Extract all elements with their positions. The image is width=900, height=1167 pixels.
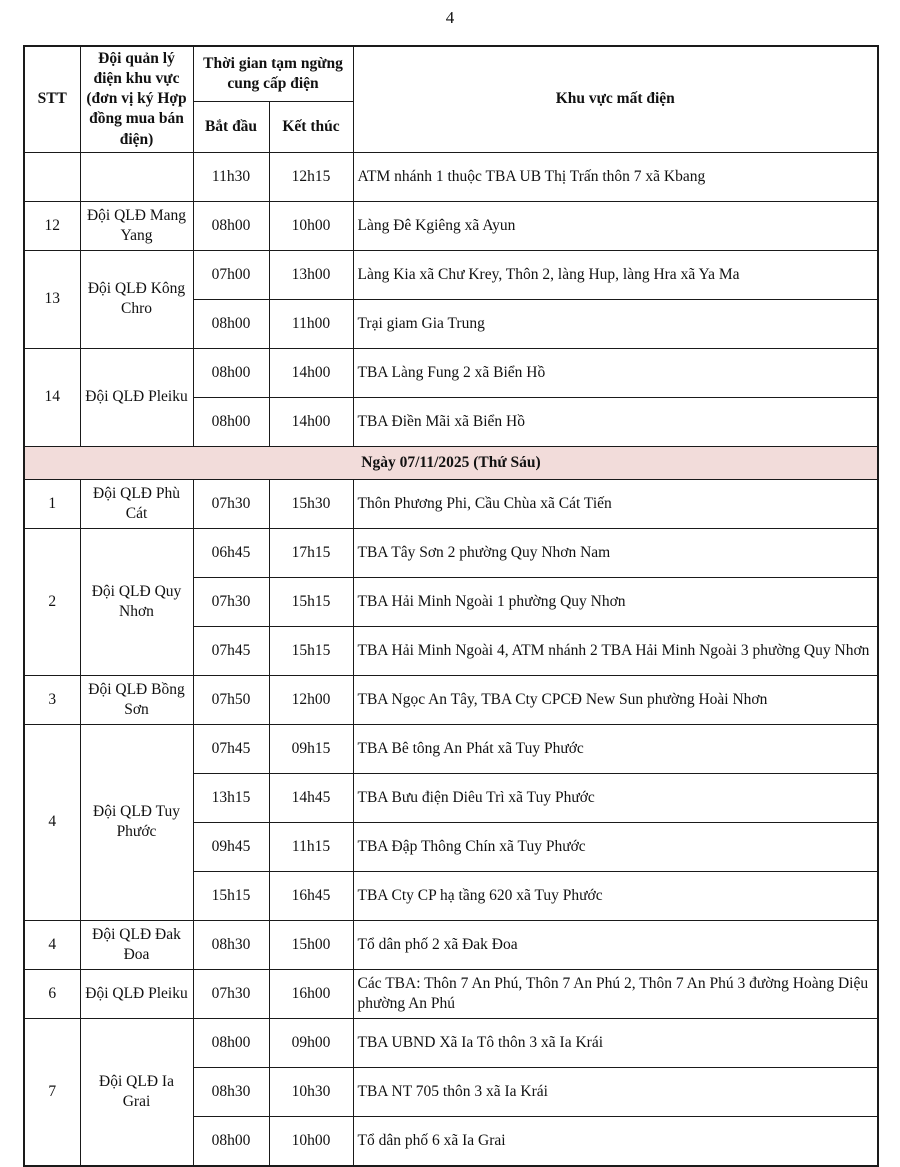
start-time-cell: 07h30 (193, 577, 269, 626)
start-time-cell: 08h30 (193, 1067, 269, 1116)
outage-area-cell: TBA Bê tông An Phát xã Tuy Phước (353, 724, 878, 773)
table-row (24, 724, 878, 773)
table-row (24, 528, 878, 577)
start-time-cell: 08h30 (193, 920, 269, 969)
outage-area-cell: Tổ dân phố 2 xã Đak Đoa (353, 920, 878, 969)
table-row (24, 479, 878, 528)
outage-area-cell: TBA Đập Thông Chín xã Tuy Phước (353, 822, 878, 871)
end-time-cell: 09h15 (269, 724, 353, 773)
start-time-cell: 07h45 (193, 626, 269, 675)
outage-area-cell: TBA Bưu điện Diêu Trì xã Tuy Phước (353, 773, 878, 822)
start-time-cell: 09h45 (193, 822, 269, 871)
team-cell: Đội QLĐ Pleiku (80, 348, 193, 446)
start-time-cell: 13h15 (193, 773, 269, 822)
column-header-stt: STT (24, 46, 80, 152)
stt-cell: 12 (24, 201, 80, 250)
start-time-cell: 08h00 (193, 348, 269, 397)
end-time-cell: 17h15 (269, 528, 353, 577)
end-time-cell: 14h45 (269, 773, 353, 822)
end-time-cell: 11h00 (269, 299, 353, 348)
end-time-cell: 15h15 (269, 626, 353, 675)
column-header-start: Bắt đầu (193, 102, 269, 153)
team-cell: Đội QLĐ Mang Yang (80, 201, 193, 250)
stt-cell: 6 (24, 969, 80, 1018)
stt-cell: 3 (24, 675, 80, 724)
end-time-cell: 10h00 (269, 201, 353, 250)
date-section-header: Ngày 07/11/2025 (Thứ Sáu) (24, 446, 878, 479)
outage-area-cell: Các TBA: Thôn 7 An Phú, Thôn 7 An Phú 2, Thôn 7 An Phú 3 đường Hoàng Diệu phường An Phú (353, 969, 878, 1018)
column-header-area: Khu vực mất điện (353, 46, 878, 152)
column-header-team: Đội quản lý điện khu vực (đơn vị ký Hợp đồng mua bán điện) (80, 46, 193, 152)
outage-area-cell: Trại giam Gia Trung (353, 299, 878, 348)
team-cell: Đội QLĐ Tuy Phước (80, 724, 193, 920)
column-header-time-group: Thời gian tạm ngừng cung cấp điện (193, 46, 353, 102)
header-row-1 (24, 46, 878, 102)
start-time-cell: 08h00 (193, 1018, 269, 1067)
start-time-cell: 08h00 (193, 397, 269, 446)
table-row (24, 1018, 878, 1067)
end-time-cell: 13h00 (269, 250, 353, 299)
team-cell (80, 152, 193, 201)
start-time-cell: 07h30 (193, 969, 269, 1018)
outage-area-cell: TBA UBND Xã Ia Tô thôn 3 xã Ia Krái (353, 1018, 878, 1067)
stt-cell: 7 (24, 1018, 80, 1166)
end-time-cell: 11h15 (269, 822, 353, 871)
start-time-cell: 08h00 (193, 1116, 269, 1166)
start-time-cell: 07h00 (193, 250, 269, 299)
page-number: 4 (445, 8, 455, 27)
table-row (24, 152, 878, 201)
end-time-cell: 12h15 (269, 152, 353, 201)
end-time-cell: 12h00 (269, 675, 353, 724)
stt-cell: 4 (24, 724, 80, 920)
start-time-cell: 08h00 (193, 201, 269, 250)
stt-cell: 2 (24, 528, 80, 675)
outage-area-cell: TBA Tây Sơn 2 phường Quy Nhơn Nam (353, 528, 878, 577)
start-time-cell: 15h15 (193, 871, 269, 920)
end-time-cell: 14h00 (269, 348, 353, 397)
team-cell: Đội QLĐ Pleiku (80, 969, 193, 1018)
outage-area-cell: TBA Hải Minh Ngoài 1 phường Quy Nhơn (353, 577, 878, 626)
outage-area-cell: TBA NT 705 thôn 3 xã Ia Krái (353, 1067, 878, 1116)
outage-area-cell: Thôn Phương Phi, Cầu Chùa xã Cát Tiến (353, 479, 878, 528)
stt-cell (24, 152, 80, 201)
outage-area-cell: TBA Làng Fung 2 xã Biển Hồ (353, 348, 878, 397)
outage-area-cell: TBA Cty CP hạ tầng 620 xã Tuy Phước (353, 871, 878, 920)
outage-area-cell: ATM nhánh 1 thuộc TBA UB Thị Trấn thôn 7 xã Kbang (353, 152, 878, 201)
team-cell: Đội QLĐ Kông Chro (80, 250, 193, 348)
end-time-cell: 16h45 (269, 871, 353, 920)
date-section-header-row (24, 446, 878, 479)
outage-area-cell: TBA Điền Mãi xã Biển Hồ (353, 397, 878, 446)
outage-area-cell: TBA Hải Minh Ngoài 4, ATM nhánh 2 TBA Hải Minh Ngoài 3 phường Quy Nhơn (353, 626, 878, 675)
outage-area-cell: Tổ dân phố 6 xã Ia Grai (353, 1116, 878, 1166)
end-time-cell: 10h30 (269, 1067, 353, 1116)
end-time-cell: 14h00 (269, 397, 353, 446)
start-time-cell: 08h00 (193, 299, 269, 348)
table-row (24, 920, 878, 969)
team-cell: Đội QLĐ Quy Nhơn (80, 528, 193, 675)
table-row (24, 250, 878, 299)
team-cell: Đội QLĐ Bồng Sơn (80, 675, 193, 724)
column-header-end: Kết thúc (269, 102, 353, 153)
outage-area-cell: TBA Ngọc An Tây, TBA Cty CPCĐ New Sun phường Hoài Nhơn (353, 675, 878, 724)
stt-cell: 14 (24, 348, 80, 446)
stt-cell: 13 (24, 250, 80, 348)
start-time-cell: 07h30 (193, 479, 269, 528)
start-time-cell: 07h50 (193, 675, 269, 724)
team-cell: Đội QLĐ Đak Đoa (80, 920, 193, 969)
start-time-cell: 06h45 (193, 528, 269, 577)
team-cell: Đội QLĐ Ia Grai (80, 1018, 193, 1166)
stt-cell: 1 (24, 479, 80, 528)
outage-area-cell: Làng Đê Kgiêng xã Ayun (353, 201, 878, 250)
start-time-cell: 07h45 (193, 724, 269, 773)
end-time-cell: 15h30 (269, 479, 353, 528)
end-time-cell: 15h15 (269, 577, 353, 626)
table-row (24, 675, 878, 724)
end-time-cell: 15h00 (269, 920, 353, 969)
power-outage-schedule-table (23, 45, 879, 1167)
table-row (24, 348, 878, 397)
outage-area-cell: Làng Kia xã Chư Krey, Thôn 2, làng Hup, làng Hra xã Ya Ma (353, 250, 878, 299)
stt-cell: 4 (24, 920, 80, 969)
table-row (24, 969, 878, 1018)
end-time-cell: 09h00 (269, 1018, 353, 1067)
team-cell: Đội QLĐ Phù Cát (80, 479, 193, 528)
end-time-cell: 16h00 (269, 969, 353, 1018)
table-row (24, 201, 878, 250)
start-time-cell: 11h30 (193, 152, 269, 201)
end-time-cell: 10h00 (269, 1116, 353, 1166)
